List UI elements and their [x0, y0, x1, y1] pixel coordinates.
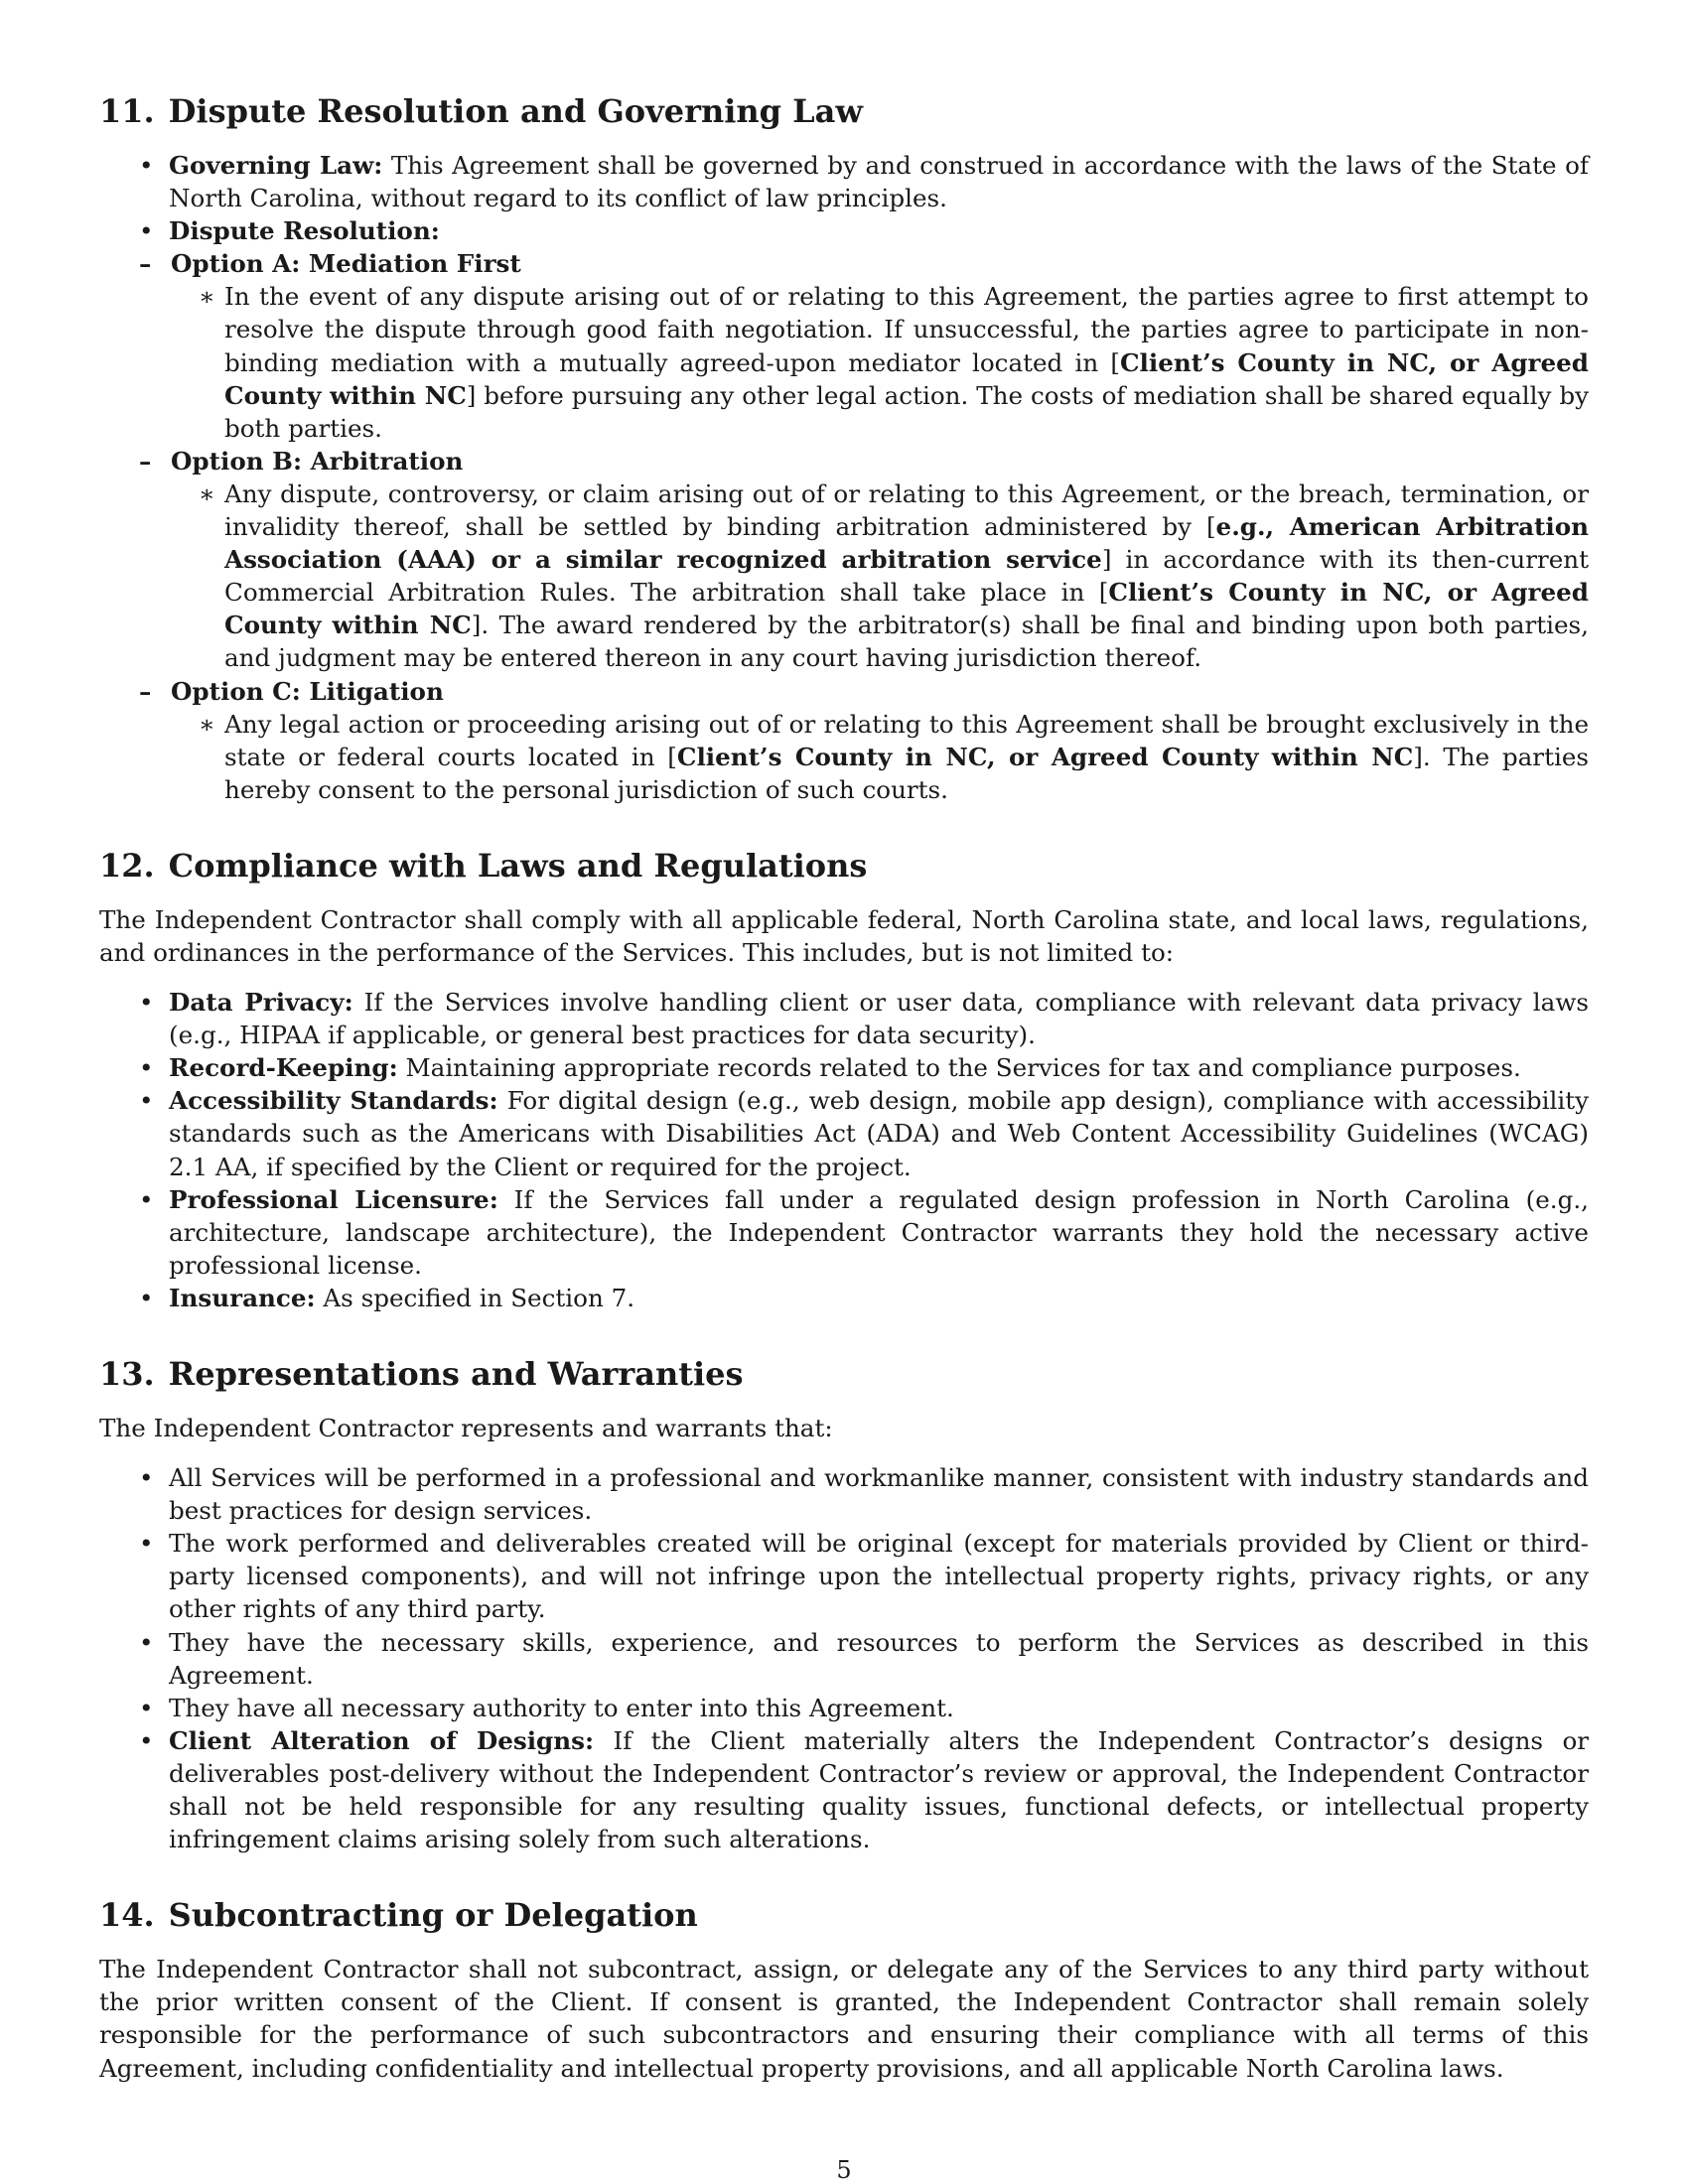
list-item: • Data Privacy: If the Services involve handling client or user data, compliance with relevant data privacy laws (e.g., HIPAA if applicable, or general best practices for data security). — [99, 986, 1589, 1051]
option-b: – Option B: Arbitration ∗ Any dispute, controversy, or claim arising out of or relating to this Agreement, or the breach, termination, or invalidity thereof, shall be settled by binding arbitration administered by [e.g., American Arbitration Association (AAA) or a similar recognized arbitration service] in accordance with its then-current Commercial Arbitration Rules. The arbitration shall take place in [Client’s County in NC, or Agreed County within NC]. The award rendered by the arbitrator(s) shall be final and binding upon both parties, and judgment may be entered thereon in any court having jurisdiction thereof. — [139, 445, 1589, 675]
section-intro: The Independent Contractor represents and warrants that: — [99, 1414, 833, 1442]
section-heading: 14. Subcontracting or Delegation — [99, 1896, 698, 1935]
option-c-text: ∗ Any legal action or proceeding arising out of or relating to this Agreement shall be brought exclusively in the state or federal courts located in [Client’s County in NC, or Agreed County within NC]. The parties hereby consent to the personal jurisdiction of such courts. — [199, 708, 1589, 806]
page-number: 5 — [836, 2156, 852, 2184]
section-11-list — [99, 149, 1589, 806]
option-c: – Option C: Litigation ∗ Any legal action or proceeding arising out of or relating to this Agreement shall be brought exclusively in the state or federal courts located in [Client’s County in NC, or Agreed County within NC]. The parties hereby consent to the personal jurisdiction of such courts. — [139, 675, 1589, 806]
list-item: • All Services will be performed in a professional and workmanlike manner, consistent with industry standards and best practices for design services. — [99, 1461, 1589, 1527]
section-intro: The Independent Contractor shall comply with all applicable federal, North Carolina state, and local laws, regulations, and ordinances in the performance of the Services. This includes, but is not limited to: — [99, 904, 1589, 967]
list-item: • The work performed and deliverables created will be original (except for materials provided by Client or third-party licensed components), and will not infringe upon the intellectual property rights, privacy rights, or any other rights of any third party. — [99, 1527, 1589, 1625]
option-b-text: ∗ Any dispute, controversy, or claim arising out of or relating to this Agreement, or the breach, termination, or invalidity thereof, shall be settled by binding arbitration administered by [e.g., American Arbitration Association (AAA) or a similar recognized arbitration service] in accordance with its then-current Commercial Arbitration Rules. The arbitration shall take place in [Client’s County in NC, or Agreed County within NC]. The award rendered by the arbitrator(s) shall be final and binding upon both parties, and judgment may be entered thereon in any court having jurisdiction thereof. — [199, 478, 1589, 675]
section-heading: 11. Dispute Resolution and Governing Law — [99, 92, 863, 130]
section-13 — [99, 1354, 1589, 1855]
section-11 — [99, 91, 1589, 806]
option-a: – Option A: Mediation First ∗ In the event of any dispute arising out of or relating to this Agreement, the parties agree to first attempt to resolve the dispute through good faith negotiation. If unsuccessful, the parties agree to participate in non-binding mediation with a mutually agreed-upon mediator located in [Client’s County in NC, or Agreed County within NC] before pursuing any other legal action. The costs of mediation shall be shared equally by both parties. — [139, 247, 1589, 445]
list-item: • Governing Law: This Agreement shall be governed by and construed in accordance with the laws of the State of North Carolina, without regard to its conflict of law principles. — [99, 149, 1589, 214]
warranties-list — [99, 1461, 1589, 1855]
document-page — [99, 91, 1589, 2124]
section-heading: 12. Compliance with Laws and Regulations — [99, 846, 868, 885]
list-item: • They have all necessary authority to enter into this Agreement. — [99, 1692, 1589, 1724]
list-item: • Record-Keeping: Maintaining appropriate records related to the Services for tax and compliance purposes. — [99, 1051, 1589, 1084]
section-heading: 13. Representations and Warranties — [99, 1355, 744, 1393]
list-item: • Dispute Resolution: – Option A: Mediation First ∗ In the event of any dispute arising out of or relating to this Agreement, the parties agree to first attempt to resolve the dispute through good faith negotiation. If unsuccessful, the parties agree to participate in non-binding mediation with a mutually agreed-upon mediator located in [Client’s County in NC, or Agreed County within NC] before pursuing any other legal action. The costs of mediation shall be shared equally by both parties. – Option B: Arbitration ∗ Any dispute, controversy, or claim arising out of or relating to this Agreement, or the breach, termination, or invalidity thereof, shall be settled by binding arbitration administered by [e.g., American Arbitration Association (AAA) or a similar recognized arbitration service] in accordance with its then-current Commercial Arbitration Rules. The arbitration shall take place in [Client’s County in NC, or Agreed County within NC]. The award rendered by the arbitrator(s) shall be final and binding upon both parties, and judgment may be entered thereon in any court having jurisdiction thereof. – Option C: Litigation ∗ Any legal action or proceeding arising out of or relating to this Agreement shall be brought exclusively in the state or federal courts located in [Client’s County in NC, or Agreed County within NC]. The parties hereby consent to the personal jurisdiction of such courts. — [99, 214, 1589, 806]
list-item: • Insurance: As specified in Section 7. — [99, 1282, 1589, 1314]
dispute-options-list — [169, 247, 1589, 806]
section-14 — [99, 1895, 1589, 2084]
compliance-list — [99, 986, 1589, 1314]
list-item: • Professional Licensure: If the Services fall under a regulated design profession in North Carolina (e.g., architecture, landscape architecture), the Independent Contractor warrants they hold the necessary active professional license. — [99, 1183, 1589, 1282]
list-item: • Accessibility Standards: For digital design (e.g., web design, mobile app design), compliance with accessibility standards such as the Americans with Disabilities Act (ADA) and Web Content Accessibility Guidelines (WCAG) 2.1 AA, if specified by the Client or required for the project. — [99, 1084, 1589, 1182]
section-body: The Independent Contractor shall not subcontract, assign, or delegate any of the Services to any third party without the prior written consent of the Client. If consent is granted, the Independent Contractor shall remain solely responsible for the performance of such subcontractors and ensuring their compliance with all terms of this Agreement, including confidentiality and intellectual property provisions, and all applicable North Carolina laws. — [99, 1955, 1589, 2083]
section-12 — [99, 846, 1589, 1314]
option-a-text: ∗ In the event of any dispute arising out of or relating to this Agreement, the parties agree to first attempt to resolve the dispute through good faith negotiation. If unsuccessful, the parties agree to participate in non-binding mediation with a mutually agreed-upon mediator located in [Client’s County in NC, or Agreed County within NC] before pursuing any other legal action. The costs of mediation shall be shared equally by both parties. — [199, 280, 1589, 444]
list-item: • They have the necessary skills, experience, and resources to perform the Services as described in this Agreement. — [99, 1626, 1589, 1692]
list-item: • Client Alteration of Designs: If the Client materially alters the Independent Contractor’s designs or deliverables post-delivery without the Independent Contractor’s review or approval, the Independent Contractor shall not be held responsible for any resulting quality issues, functional defects, or intellectual property infringement claims arising solely from such alterations. — [99, 1724, 1589, 1855]
